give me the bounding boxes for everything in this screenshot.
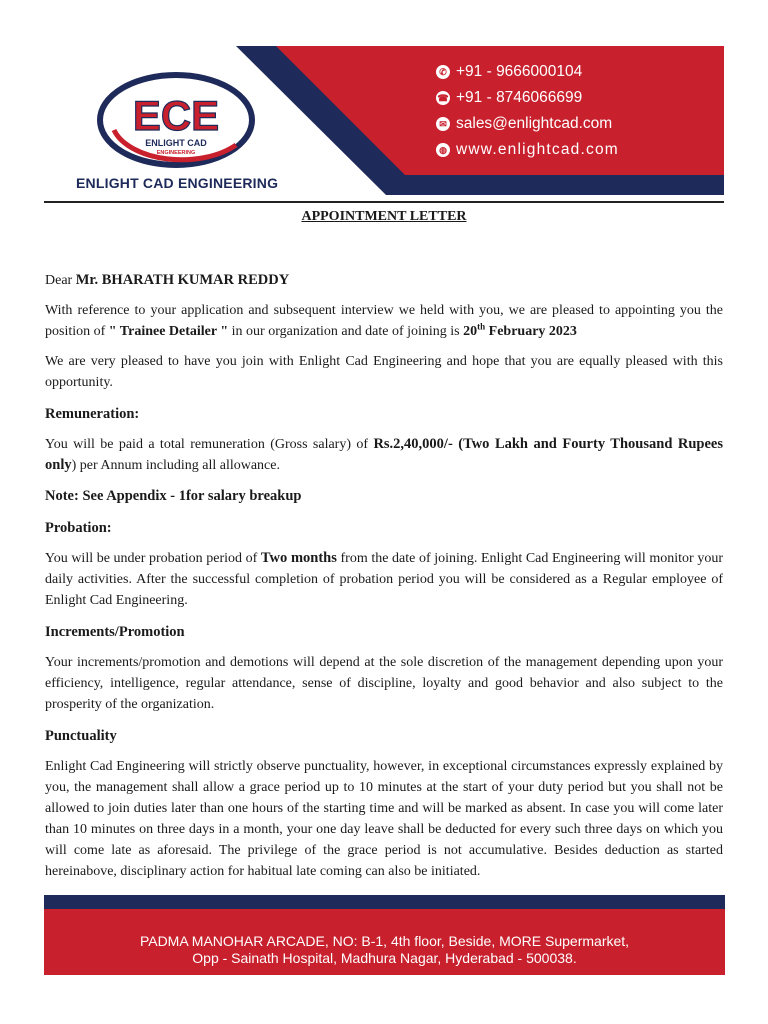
remuneration-text-1: You will be paid a total remuneration (Gross salary) of: [45, 437, 374, 452]
contact-email[interactable]: [436, 111, 619, 137]
contact-block: [436, 59, 619, 163]
address-line-2: Opp - Sainath Hospital, Madhura Nagar, Hyderabad - 500038.: [192, 950, 577, 966]
svg-text:ECE: ECE: [132, 92, 220, 139]
remuneration-text-2: ) per Annum including all allowance.: [71, 458, 280, 473]
recipient-name: Mr. BHARATH KUMAR REDDY: [75, 272, 290, 288]
contact-email-text: sales@enlightcad.com: [456, 115, 613, 132]
header-divider: [44, 201, 724, 203]
contact-website-text: www.enlightcad.com: [456, 141, 619, 158]
intro-text-2: in our organization and date of joining is: [228, 324, 464, 339]
contact-whatsapp-text: +91 - 9666000104: [456, 63, 583, 80]
increments-heading: Increments/Promotion: [45, 624, 185, 640]
whatsapp-icon: ✆: [436, 65, 450, 79]
contact-website[interactable]: [436, 137, 619, 163]
joining-month-year: February 2023: [485, 324, 577, 339]
svg-text:ENLIGHT CAD: ENLIGHT CAD: [145, 138, 207, 148]
phone-icon: ☎: [436, 91, 450, 105]
increments-paragraph: Your increments/promotion and demotions will depend at the sole discretion of the management depending upon your efficiency, intelligence, regular attendance, sense of discipline, loyalty and good behavior and also subject to the prosperity of the organization.: [45, 655, 723, 712]
joining-date: [463, 321, 577, 339]
position-title: " Trainee Detailer ": [108, 324, 229, 339]
contact-phone-text: +91 - 8746066699: [456, 89, 583, 106]
probation-text-2: from the date of joining. Enlight Cad Engineering will monitor your daily activities. After the successful completion of probation period you will be considered as a Regular employee of Enlight Cad Engineering.: [45, 551, 723, 608]
email-icon: ✉: [436, 117, 450, 131]
letter-title: APPOINTMENT LETTER: [301, 209, 467, 224]
contact-phone[interactable]: [436, 85, 619, 111]
address-line-1: PADMA MANOHAR ARCADE, NO: B-1, 4th floor, Beside, MORE Supermarket,: [139, 933, 630, 949]
probation-period: Two months: [260, 550, 337, 566]
footer-navy-strip: [44, 895, 725, 909]
probation-text-1: You will be under probation period of: [45, 551, 261, 566]
svg-text:ENGINEERING: ENGINEERING: [156, 150, 196, 156]
joining-day-suffix: th: [477, 321, 486, 332]
footer-address: [44, 933, 725, 967]
letterhead: [0, 0, 768, 200]
remuneration-heading: Remuneration:: [45, 406, 140, 422]
letter-footer: [44, 895, 725, 975]
company-logo: [96, 70, 256, 170]
punctuality-paragraph: Enlight Cad Engineering will strictly observe punctuality, however, in exceptional circumstances expressly explained by you, the management shall allow a grace period up to 10 minutes at the start of your duty period but you shall not be allowed to join duties later than one hours of the starting time and will be marked as absent. In case you will come later than 10 minutes on three days in a month, your one day leave shall be deducted for every such three days on which you will come late as aforesaid. The privilege of the grace period is not accumulative. Besides deduction as started hereinabove, disciplinary action for habitual late coming can also be initiated.: [45, 759, 723, 879]
probation-paragraph: [45, 548, 723, 611]
globe-icon: ◍: [436, 143, 450, 157]
contact-whatsapp[interactable]: [436, 59, 619, 85]
salutation-dear: Dear: [45, 273, 73, 288]
salutation: [45, 270, 723, 291]
remuneration-paragraph: [45, 434, 723, 476]
welcome-paragraph: We are very pleased to have you join with Enlight Cad Engineering and hope that you are equally pleased with this opportunity.: [45, 354, 723, 390]
remuneration-amount: Rs.2,40,000/- (Two Lakh and Fourty Thousand Rupees only: [45, 436, 724, 473]
joining-day: 20: [463, 324, 478, 339]
intro-paragraph: [45, 300, 723, 342]
letter-body: [45, 206, 723, 882]
probation-heading: Probation:: [45, 520, 112, 536]
salary-note: Note: See Appendix - 1for salary breakup: [45, 488, 302, 504]
company-name: ENLIGHT CAD ENGINEERING: [76, 175, 279, 191]
intro-text-1: With reference to your application and subsequent interview we held with you, we are pleased to appointing you the position of: [45, 303, 723, 339]
punctuality-heading: Punctuality: [45, 728, 117, 744]
